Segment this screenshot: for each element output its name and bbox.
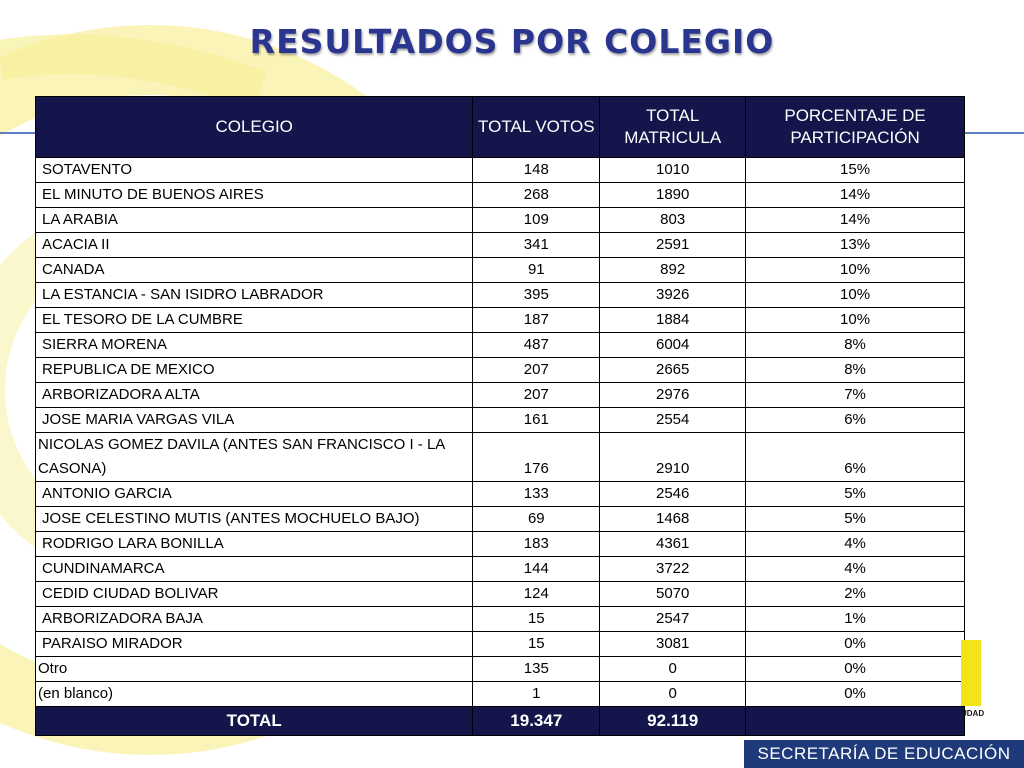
table-row [36, 208, 965, 233]
cell-colegio: CEDID CIUDAD BOLIVAR [36, 582, 473, 607]
cell-porcentaje: 7% [746, 383, 965, 408]
cell-colegio: (en blanco) [36, 682, 473, 707]
table-row [36, 158, 965, 183]
cell-matricula: 2547 [600, 607, 746, 632]
cell-matricula: 2665 [600, 358, 746, 383]
table-row [36, 557, 965, 582]
cell-votos: 207 [473, 358, 600, 383]
table-row [36, 582, 965, 607]
table-row [36, 682, 965, 707]
table-row [36, 408, 965, 433]
cell-votos: 144 [473, 557, 600, 582]
table-row [36, 358, 965, 383]
cell-colegio: ACACIA II [36, 233, 473, 258]
table-row [36, 657, 965, 682]
cell-matricula: 2976 [600, 383, 746, 408]
header-total-matricula: TOTAL MATRICULA [600, 97, 746, 158]
cell-votos: 395 [473, 283, 600, 308]
cell-votos: 187 [473, 308, 600, 333]
cell-colegio: ARBORIZADORA BAJA [36, 607, 473, 632]
cell-votos: 135 [473, 657, 600, 682]
cell-colegio: JOSE CELESTINO MUTIS (ANTES MOCHUELO BAJO) [36, 507, 473, 532]
cell-porcentaje: 0% [746, 632, 965, 657]
cell-porcentaje: 0% [746, 682, 965, 707]
cell-matricula: 3926 [600, 283, 746, 308]
table-row [36, 383, 965, 408]
cell-porcentaje: 0% [746, 657, 965, 682]
cell-votos: 148 [473, 158, 600, 183]
cell-votos: 1 [473, 682, 600, 707]
table-row [36, 607, 965, 632]
cell-colegio: REPUBLICA DE MEXICO [36, 358, 473, 383]
cell-porcentaje: 10% [746, 258, 965, 283]
cell-votos: 161 [473, 408, 600, 433]
total-votos: 19.347 [473, 707, 600, 736]
logo-mark [961, 640, 981, 706]
table-row [36, 233, 965, 258]
cell-matricula: 2910 [600, 433, 746, 482]
cell-colegio: CUNDINAMARCA [36, 557, 473, 582]
cell-porcentaje: 8% [746, 333, 965, 358]
cell-votos: 124 [473, 582, 600, 607]
cell-porcentaje: 10% [746, 283, 965, 308]
cell-matricula: 3081 [600, 632, 746, 657]
cell-porcentaje: 13% [746, 233, 965, 258]
cell-porcentaje: 2% [746, 582, 965, 607]
cell-votos: 207 [473, 383, 600, 408]
total-matricula: 92.119 [600, 707, 746, 736]
table-row [36, 507, 965, 532]
cell-porcentaje: 15% [746, 158, 965, 183]
cell-colegio: JOSE MARIA VARGAS VILA [36, 408, 473, 433]
cell-matricula: 3722 [600, 557, 746, 582]
cell-votos: 341 [473, 233, 600, 258]
cell-porcentaje: 1% [746, 607, 965, 632]
header-total-votos: TOTAL VOTOS [473, 97, 600, 158]
table-row [36, 433, 965, 482]
cell-porcentaje: 5% [746, 507, 965, 532]
footer-bar: SECRETARÍA DE EDUCACIÓN [744, 740, 1024, 768]
table-row [36, 632, 965, 657]
cell-votos: 109 [473, 208, 600, 233]
cell-colegio: LA ARABIA [36, 208, 473, 233]
cell-porcentaje: 14% [746, 208, 965, 233]
cell-colegio: SIERRA MORENA [36, 333, 473, 358]
cell-votos: 15 [473, 632, 600, 657]
cell-votos: 133 [473, 482, 600, 507]
table-row [36, 333, 965, 358]
page-title: RESULTADOS POR COLEGIO [249, 22, 775, 61]
cell-porcentaje: 8% [746, 358, 965, 383]
total-porcentaje [746, 707, 965, 736]
table-row [36, 532, 965, 557]
cell-matricula: 1010 [600, 158, 746, 183]
cell-matricula: 2546 [600, 482, 746, 507]
cell-porcentaje: 4% [746, 532, 965, 557]
cell-colegio: NICOLAS GOMEZ DAVILA (ANTES SAN FRANCISCO I - LA CASONA) [36, 433, 473, 482]
cell-matricula: 892 [600, 258, 746, 283]
cell-votos: 69 [473, 507, 600, 532]
cell-porcentaje: 14% [746, 183, 965, 208]
table-row [36, 308, 965, 333]
cell-matricula: 1884 [600, 308, 746, 333]
header-porcentaje: PORCENTAJE DE PARTICIPACIÓN [746, 97, 965, 158]
table-header-row [36, 97, 965, 158]
cell-matricula: 5070 [600, 582, 746, 607]
cell-matricula: 0 [600, 657, 746, 682]
cell-matricula: 6004 [600, 333, 746, 358]
cell-colegio: PARAISO MIRADOR [36, 632, 473, 657]
cell-votos: 487 [473, 333, 600, 358]
cell-porcentaje: 5% [746, 482, 965, 507]
table-row [36, 283, 965, 308]
cell-colegio: EL MINUTO DE BUENOS AIRES [36, 183, 473, 208]
cell-matricula: 1468 [600, 507, 746, 532]
cell-porcentaje: 10% [746, 308, 965, 333]
cell-matricula: 2554 [600, 408, 746, 433]
cell-matricula: 803 [600, 208, 746, 233]
cell-colegio: Otro [36, 657, 473, 682]
table-row [36, 258, 965, 283]
header-colegio: COLEGIO [36, 97, 473, 158]
table-row [36, 482, 965, 507]
cell-colegio: ANTONIO GARCIA [36, 482, 473, 507]
cell-porcentaje: 6% [746, 408, 965, 433]
cell-colegio: EL TESORO DE LA CUMBRE [36, 308, 473, 333]
cell-matricula: 1890 [600, 183, 746, 208]
cell-matricula: 4361 [600, 532, 746, 557]
cell-votos: 91 [473, 258, 600, 283]
total-row [36, 707, 965, 736]
cell-colegio: CANADA [36, 258, 473, 283]
table-row [36, 183, 965, 208]
cell-matricula: 0 [600, 682, 746, 707]
cell-porcentaje: 4% [746, 557, 965, 582]
cell-colegio: SOTAVENTO [36, 158, 473, 183]
cell-votos: 183 [473, 532, 600, 557]
cell-matricula: 2591 [600, 233, 746, 258]
cell-colegio: LA ESTANCIA - SAN ISIDRO LABRADOR [36, 283, 473, 308]
cell-votos: 268 [473, 183, 600, 208]
logo-caption: UDAD [961, 709, 985, 718]
total-label: TOTAL [36, 707, 473, 736]
cell-votos: 176 [473, 433, 600, 482]
table-body [36, 158, 965, 707]
cell-colegio: RODRIGO LARA BONILLA [36, 532, 473, 557]
cell-colegio: ARBORIZADORA ALTA [36, 383, 473, 408]
cell-votos: 15 [473, 607, 600, 632]
results-table [35, 96, 965, 736]
cell-porcentaje: 6% [746, 433, 965, 482]
